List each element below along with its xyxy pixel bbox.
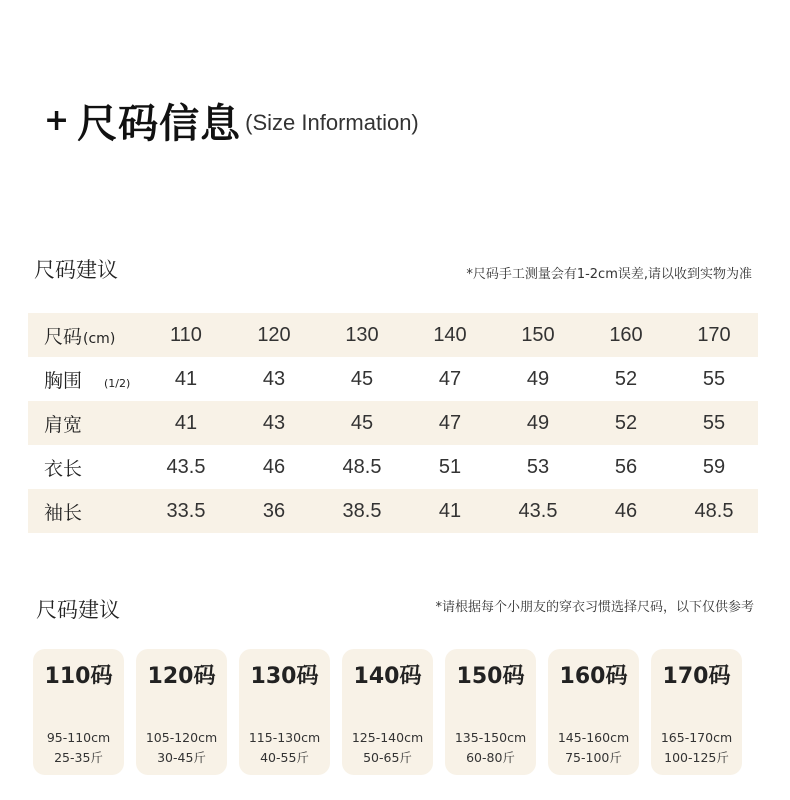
row-label-text: 衣长 — [44, 457, 83, 480]
card-height: 115-130cm — [248, 730, 321, 745]
table-cell: 43 — [262, 411, 286, 434]
card-weight: 75-100斤 — [565, 750, 622, 765]
row-label-text: 袖长 — [44, 501, 83, 524]
table-cell: 43.5 — [166, 455, 206, 478]
card-size: 140码 — [353, 664, 422, 689]
table-cell: 56 — [614, 455, 638, 478]
card-size: 150码 — [456, 664, 525, 689]
table-cell: 43.5 — [518, 499, 558, 522]
card-height: 125-140cm — [351, 730, 424, 745]
size-card — [33, 649, 124, 775]
plus-icon: + — [44, 103, 70, 138]
card-size: 130码 — [250, 664, 319, 689]
row-label-text: 肩宽 — [44, 413, 83, 436]
card-size: 160码 — [559, 664, 628, 689]
table-cell: 150 — [521, 323, 555, 346]
table-cell: 51 — [438, 455, 462, 478]
table-cell: 170 — [697, 323, 731, 346]
size-card — [548, 649, 639, 775]
page-subtitle: (Size Information) — [245, 110, 419, 135]
table-cell: 41 — [174, 367, 198, 390]
card-size: 170码 — [662, 664, 731, 689]
row-label — [28, 366, 142, 393]
table-row — [28, 401, 758, 445]
card-height: 165-170cm — [660, 730, 733, 745]
card-size: 120码 — [147, 664, 216, 689]
table-cell: 49 — [526, 367, 550, 390]
size-table — [28, 313, 758, 533]
table-cell: 41 — [174, 411, 198, 434]
table-cell: 48.5 — [342, 455, 382, 478]
size-card — [342, 649, 433, 775]
size-chart-title: 尺码建议 — [34, 258, 118, 282]
table-row — [28, 313, 758, 357]
row-label — [28, 322, 142, 349]
table-cell: 160 — [609, 323, 643, 346]
card-height: 105-120cm — [145, 730, 218, 745]
row-label — [28, 454, 142, 481]
card-weight: 40-55斤 — [260, 750, 309, 765]
row-label-unit: (cm) — [83, 330, 116, 347]
size-card — [136, 649, 227, 775]
table-cell: 49 — [526, 411, 550, 434]
table-cell: 53 — [526, 455, 550, 478]
card-size: 110码 — [44, 664, 113, 689]
table-cell: 120 — [257, 323, 291, 346]
table-cell: 36 — [262, 499, 286, 522]
row-label — [28, 410, 142, 437]
row-label-unit: (1/2) — [104, 376, 131, 390]
table-row — [28, 489, 758, 533]
recommend-note: *请根据每个小朋友的穿衣习惯选择尺码，以下仅供参考 — [435, 600, 754, 615]
card-height: 145-160cm — [557, 730, 630, 745]
size-card — [651, 649, 742, 775]
card-weight: 30-45斤 — [157, 750, 206, 765]
card-weight: 100-125斤 — [664, 750, 729, 765]
size-cards — [33, 649, 742, 775]
table-cell: 48.5 — [694, 499, 734, 522]
table-cell: 110 — [170, 323, 202, 346]
page-title: 尺码信息 — [77, 101, 242, 147]
table-cell: 59 — [702, 455, 726, 478]
table-row — [28, 445, 758, 489]
size-card — [445, 649, 536, 775]
table-cell: 38.5 — [342, 499, 382, 522]
row-label-text: 尺码 — [44, 325, 83, 348]
row-label — [28, 498, 142, 525]
table-cell: 45 — [350, 411, 374, 434]
card-height: 95-110cm — [46, 730, 111, 745]
table-cell: 47 — [438, 367, 462, 390]
card-weight: 25-35斤 — [54, 750, 103, 765]
table-cell: 47 — [438, 411, 462, 434]
table-cell: 140 — [433, 323, 467, 346]
size-chart-note: *尺码手工测量会有1-2cm误差,请以收到实物为准 — [466, 267, 752, 282]
table-cell: 55 — [702, 367, 726, 390]
table-cell: 55 — [702, 411, 726, 434]
size-card — [239, 649, 330, 775]
table-cell: 46 — [262, 455, 286, 478]
card-height: 135-150cm — [454, 730, 527, 745]
recommend-title: 尺码建议 — [36, 598, 120, 622]
card-weight: 50-65斤 — [363, 750, 412, 765]
table-cell: 52 — [614, 367, 638, 390]
table-cell: 41 — [438, 499, 462, 522]
table-row — [28, 357, 758, 401]
row-label-text: 胸围 — [44, 369, 83, 392]
table-cell: 33.5 — [166, 499, 206, 522]
card-weight: 60-80斤 — [466, 750, 515, 765]
page-heading — [44, 101, 419, 147]
table-cell: 130 — [345, 323, 379, 346]
table-cell: 43 — [262, 367, 286, 390]
table-cell: 45 — [350, 367, 374, 390]
table-cell: 46 — [614, 499, 638, 522]
table-cell: 52 — [614, 411, 638, 434]
